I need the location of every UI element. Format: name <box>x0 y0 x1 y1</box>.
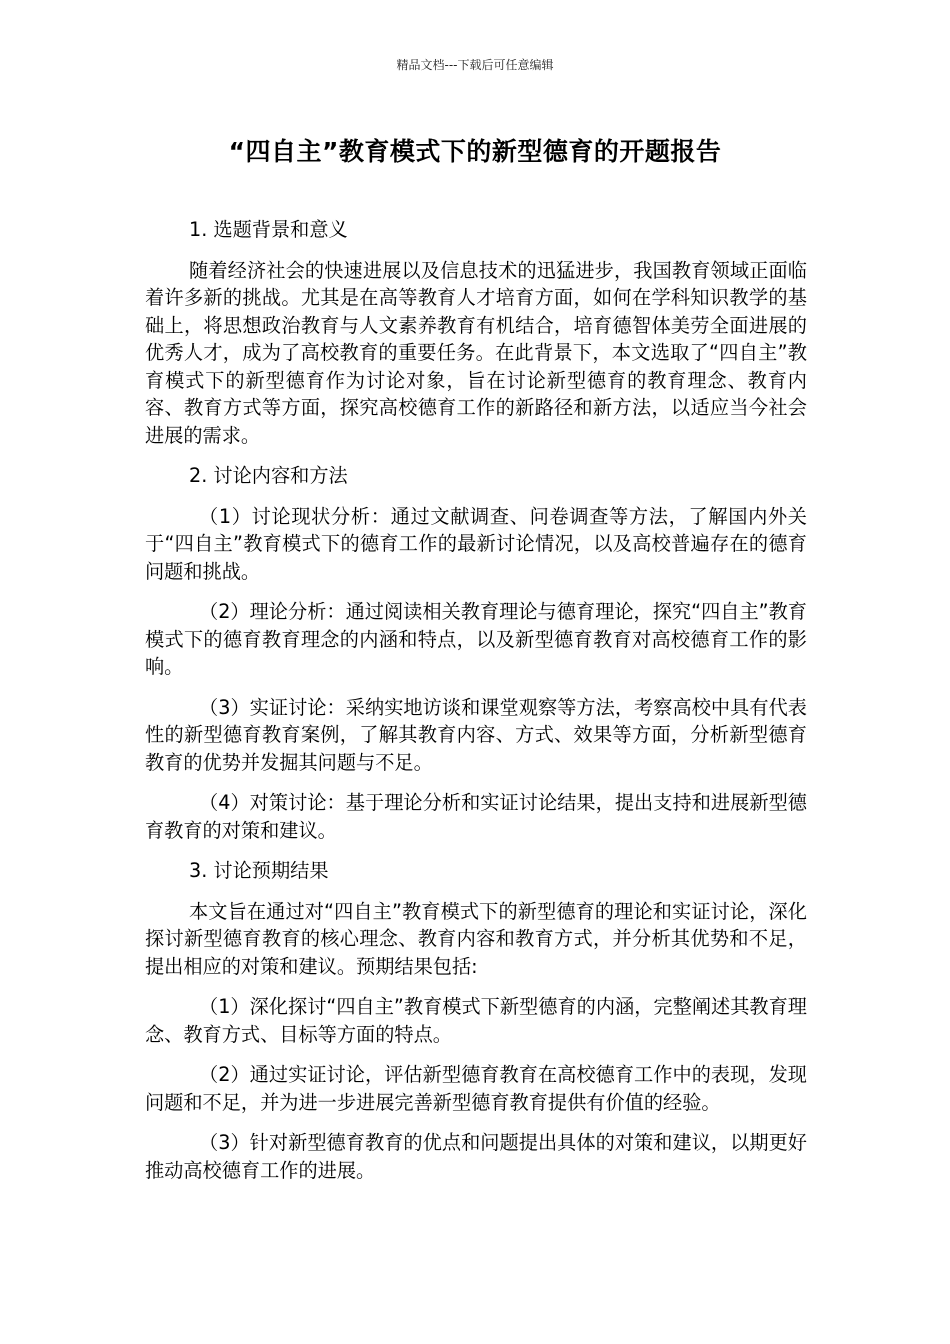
section-2-item-2: （2）理论分析：通过阅读相关教育理论与德育理论，探究“四自主”教育模式下的德育教育理念的内涵和特点，以及新型德育教育对高校德育工作的影响。 <box>145 600 807 678</box>
section-3-item-1: （1）深化探讨“四自主”教育模式下新型德育的内涵，完整阐述其教育理念、教育方式、目标等方面的特点。 <box>145 995 807 1046</box>
header-note: 精品文档---下载后可任意编辑 <box>396 58 554 72</box>
document-body <box>145 216 807 1197</box>
section-3-heading: 3. 讨论预期结果 <box>189 859 329 882</box>
section-3-item-2: （2）通过实证讨论，评估新型德育教育在高校德育工作中的表现，发现问题和不足，并为进一步进展完善新型德育教育提供有价值的经验。 <box>145 1063 807 1114</box>
document-title: “四自主”教育模式下的新型德育的开题报告 <box>228 137 722 166</box>
section-2-heading: 2. 讨论内容和方法 <box>189 464 348 487</box>
section-1-paragraph: 随着经济社会的快速进展以及信息技术的迅猛进步，我国教育领域正面临着许多新的挑战。尤其是在高等教育人才培育方面，如何在学科知识教学的基础上，将思想政治教育与人文素养教育有机结合，培育德智体美劳全面进展的优秀人才，成为了高校教育的重要任务。在此背景下，本文选取了“四自主”教育模式下的新型德育作为讨论对象，旨在讨论新型德育的教育理念、教育内容、教育方式等方面，探究高校德育工作的新路径和新方法，以适应当今社会进展的需求。 <box>145 258 807 447</box>
section-2-item-1: （1）讨论现状分析：通过文献调查、问卷调查等方法，了解国内外关于“四自主”教育模式下的德育工作的最新讨论情况，以及高校普遍存在的德育问题和挑战。 <box>145 504 807 583</box>
section-3-item-3: （3）针对新型德育教育的优点和问题提出具体的对策和建议，以期更好推动高校德育工作的进展。 <box>145 1131 807 1182</box>
section-3-paragraph: 本文旨在通过对“四自主”教育模式下的新型德育的理论和实证讨论，深化探讨新型德育教育的核心理念、教育内容和教育方式，并分析其优势和不足，提出相应的对策和建议。预期结果包括: <box>145 899 807 978</box>
section-2-item-3: （3）实证讨论：采纳实地访谈和课堂观察等方法，考察高校中具有代表性的新型德育教育案例，了解其教育内容、方式、效果等方面，分析新型德育教育的优势并发掘其问题与不足。 <box>145 695 807 774</box>
section-1-heading: 1. 选题背景和意义 <box>189 218 348 241</box>
section-2-item-4: （4）对策讨论：基于理论分析和实证讨论结果，提出支持和进展新型德育教育的对策和建议。 <box>145 791 807 842</box>
